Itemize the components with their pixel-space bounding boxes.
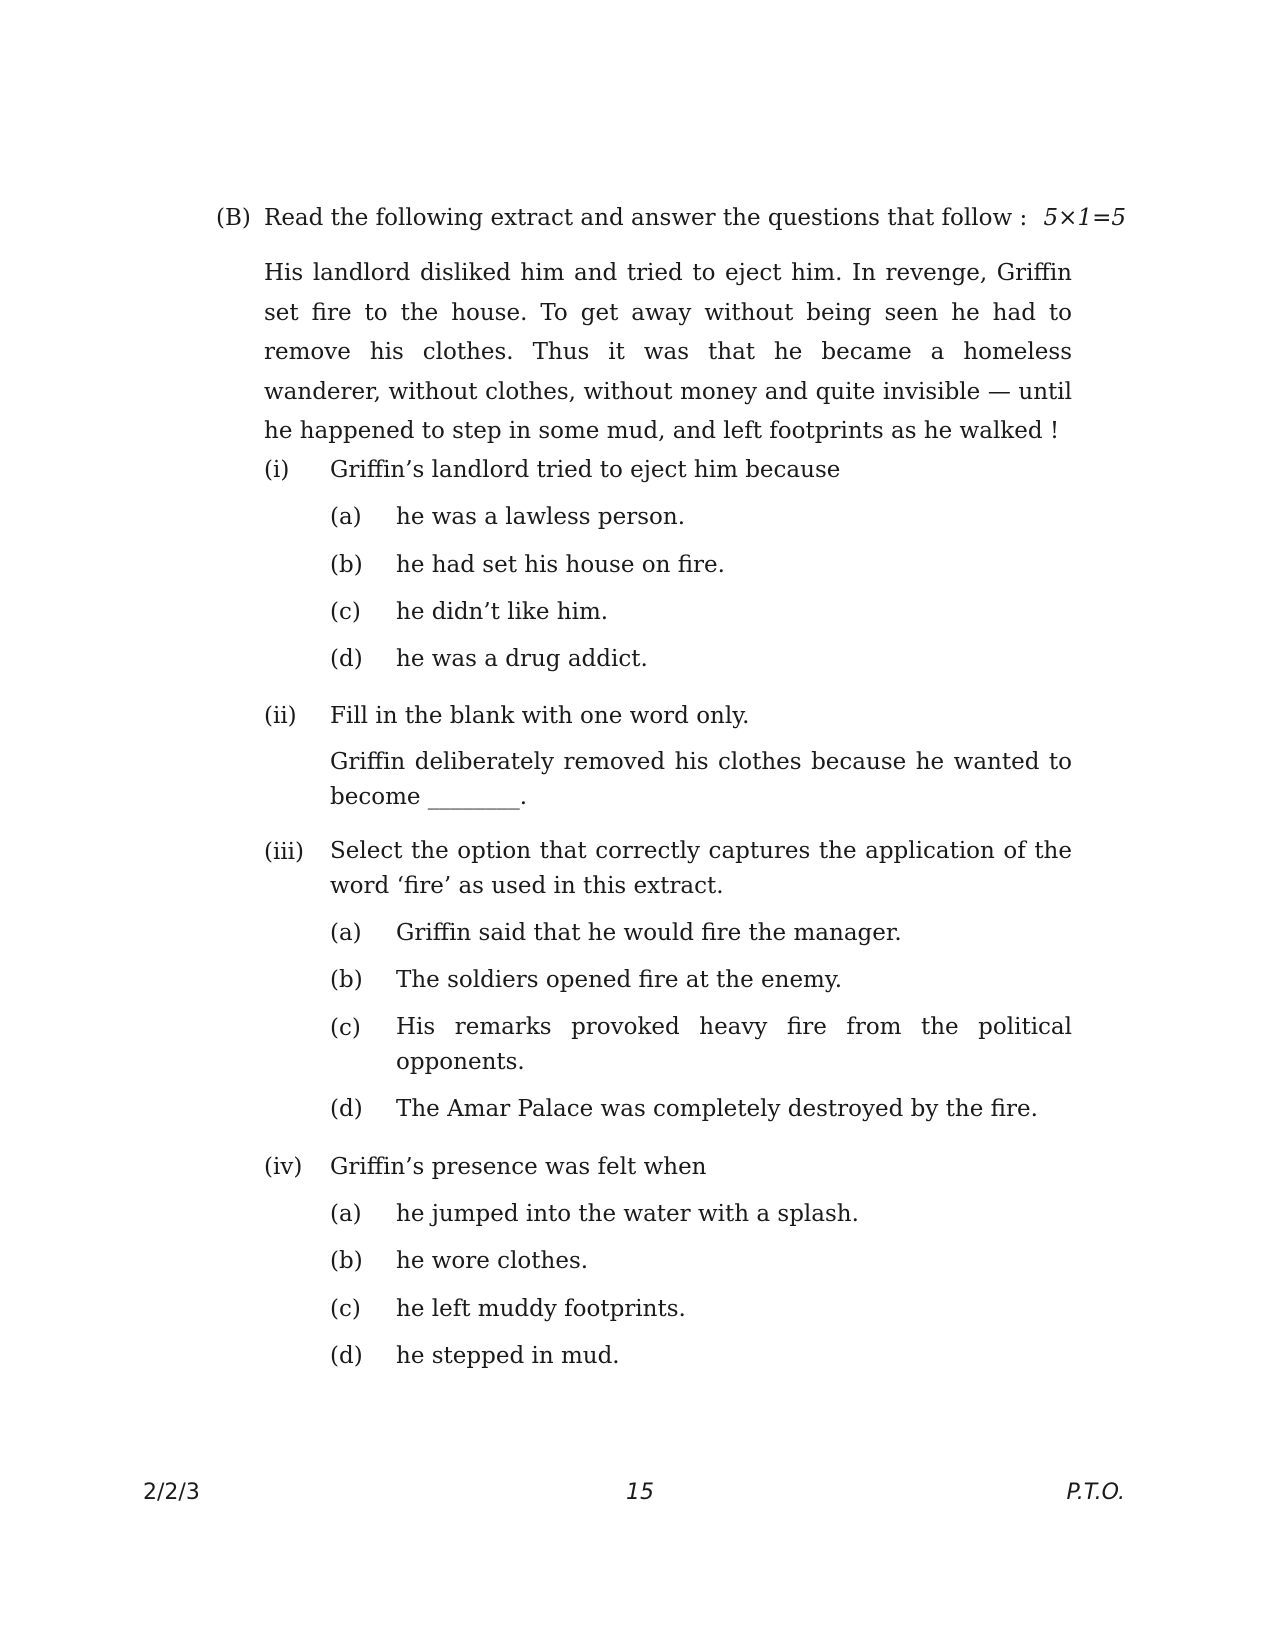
option-label: (b)	[330, 1248, 363, 1274]
question-text: Griffin’s landlord tried to eject him because	[330, 457, 841, 483]
extract-passage: His landlord disliked him and tried to eject him. In revenge, Griffin set fire to the house. To get away without being seen he had to remove his clothes. Thus it was that he became a homeless wanderer, without clothes, without money and quite invisible — until he happened to step in some mud, and left footprints as he walked !	[264, 260, 1072, 444]
option-label: (c)	[330, 1296, 361, 1322]
fill-in-blank-sentence: Griffin deliberately removed his clothes because he wanted to become ________.	[330, 749, 1072, 810]
option-text: he was a lawless person.	[396, 504, 686, 530]
option-text: His remarks provoked heavy fire from the political opponents.	[396, 1014, 1072, 1075]
option-text: he had set his house on fire.	[396, 552, 725, 578]
option-label: (d)	[330, 1096, 363, 1122]
question-text: Griffin’s presence was felt when	[330, 1154, 707, 1180]
paper-code: 2/2/3	[143, 1480, 200, 1505]
option-text: he was a drug addict.	[396, 646, 648, 672]
option-text: he didn’t like him.	[396, 599, 609, 625]
option-label: (a)	[330, 504, 362, 530]
option-text: he wore clothes.	[396, 1248, 589, 1274]
section-instruction: Read the following extract and answer the questions that follow :	[264, 205, 1028, 231]
option-text: he jumped into the water with a splash.	[396, 1201, 859, 1227]
section-marks: 5×1=5	[1043, 205, 1126, 231]
option-text: Griffin said that he would fire the manager.	[396, 920, 902, 946]
question-number: (iv)	[264, 1154, 303, 1180]
option-text: The soldiers opened fire at the enemy.	[396, 967, 843, 993]
option-label: (d)	[330, 1343, 363, 1369]
question-text: Fill in the blank with one word only.	[330, 703, 750, 729]
option-label: (d)	[330, 646, 363, 672]
question-number: (i)	[264, 457, 290, 483]
option-text: he stepped in mud.	[396, 1343, 620, 1369]
question-number: (iii)	[264, 839, 305, 865]
option-label: (c)	[330, 599, 361, 625]
option-label: (b)	[330, 967, 363, 993]
section-header	[216, 200, 1126, 236]
page-number: 15	[626, 1480, 654, 1505]
question-text: Select the option that correctly captures the application of the word ‘fire’ as used in this extract.	[330, 838, 1072, 899]
option-label: (a)	[330, 1201, 362, 1227]
question-number: (ii)	[264, 703, 297, 729]
option-label: (c)	[330, 1015, 361, 1041]
option-text: The Amar Palace was completely destroyed by the fire.	[396, 1096, 1038, 1122]
option-label: (b)	[330, 552, 363, 578]
option-label: (a)	[330, 920, 362, 946]
option-text: he left muddy footprints.	[396, 1296, 686, 1322]
section-label: (B)	[216, 205, 251, 231]
please-turn-over: P.T.O.	[1066, 1480, 1125, 1505]
